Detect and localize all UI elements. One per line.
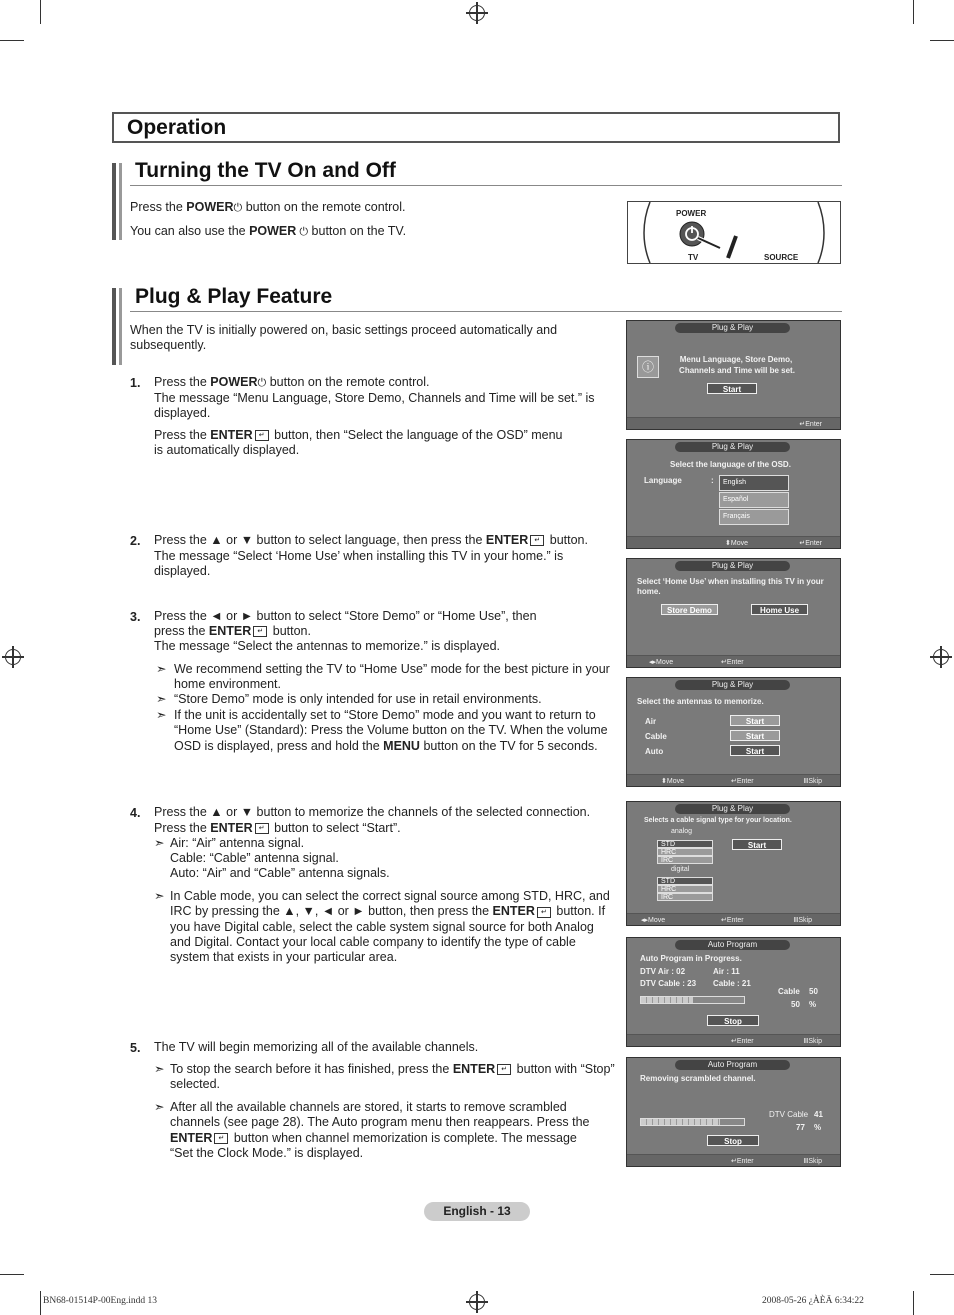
osd-title: Plug & Play [675, 323, 790, 333]
digital-label: digital [671, 866, 690, 873]
note-text: After all the available channels are stored, it starts to remove scrambled channels (see page 28). The Auto program menu then reappears. Press the ENTER ↵ button when channel memorization is complete. The message “Set the Clock Mode.” is displayed. [170, 1100, 590, 1160]
remote-illustration [627, 201, 841, 264]
osd-title: Auto Program [675, 1060, 790, 1070]
section-bar [119, 288, 122, 365]
osd-title: Auto Program [675, 940, 790, 950]
osd-screen: Auto Program Removing scrambled channel. DTV Cable 41 77 % Stop ↵Enter ⅢSkip [626, 1057, 841, 1167]
osd-message: Selects a cable signal type for your location. [644, 817, 792, 824]
skip-hint: ⅢSkip [803, 778, 822, 785]
registration-mark-icon [933, 649, 949, 665]
language-option[interactable]: Español [719, 492, 789, 508]
antenna-label: Auto [645, 747, 664, 756]
crop-mark [0, 40, 24, 41]
note-arrow-icon: ➣ [154, 889, 165, 903]
step-number: 1. [130, 376, 141, 390]
step-text: The message “Select the antennas to memorize.” is displayed. [154, 639, 501, 653]
intro-text: When the TV is initially powered on, basic settings proceed automatically and subsequently. [130, 323, 558, 353]
registration-mark-icon [469, 1294, 485, 1310]
section-title: Plug & Play Feature [135, 285, 333, 308]
osd-message: Channels and Time will be set. [679, 366, 795, 375]
enter-icon: ↵ [255, 430, 269, 441]
stop-button[interactable]: Stop [707, 1015, 759, 1026]
step-number: 4. [130, 806, 141, 820]
step-number: 3. [130, 610, 141, 624]
enter-hint: ↵Enter [721, 917, 744, 924]
enter-icon: ↵ [497, 1064, 511, 1075]
enter-hint: ↵Enter [799, 540, 822, 547]
note-text: In Cable mode, you can select the correct signal source among STD, HRC, and IRC by pressing the ▲, ▼, ◄ or ► button, then press the ENTER ↵ button. If you have Digital cable, select the cable system signal source for both Analog and Digital. Contact your local cable company to identify the type of cable system that exists in your particular area. [170, 889, 610, 965]
progress-bar [640, 996, 745, 1004]
crop-mark [913, 0, 914, 24]
antenna-label: Cable [645, 732, 667, 741]
step-text: Press the ▲ or ▼ button to memorize the channels of the selected connection. [154, 805, 591, 819]
osd-message: home. [637, 587, 661, 596]
osd-title: Plug & Play [675, 561, 790, 571]
step-text: Press the ENTER ↵ button, then “Select the language of the OSD” menu is automatically displayed. [154, 428, 563, 458]
progress-percent: 77 [796, 1123, 805, 1132]
crop-mark [930, 1274, 954, 1275]
analog-label: analog [671, 828, 693, 835]
step-text: The message “Select ‘Home Use’ when installing this TV in your home.” is displayed. [154, 549, 564, 579]
crop-mark [40, 1291, 41, 1315]
skip-hint: ⅢSkip [793, 917, 812, 924]
step-number: 2. [130, 534, 141, 548]
step-text: press the ENTER ↵ button. [154, 624, 311, 638]
text-line: Press the POWER⏻ button on the remote control. [130, 200, 406, 214]
enter-hint: ↵Enter [731, 1038, 754, 1045]
step-text: The TV will begin memorizing all of the available channels. [154, 1040, 479, 1054]
section-header: Operation [127, 116, 227, 139]
start-button[interactable]: Start [707, 383, 757, 394]
step-text: Cable: “Cable” antenna signal. [170, 851, 339, 865]
osd-message: Select the antennas to memorize. [637, 697, 764, 706]
section-bar [112, 163, 116, 240]
osd-message: Select the language of the OSD. [670, 460, 791, 469]
start-button[interactable]: Start [730, 745, 780, 756]
registration-mark-icon [5, 649, 21, 665]
note-arrow-icon: ➣ [154, 1100, 165, 1114]
skip-hint: ⅢSkip [803, 1158, 822, 1165]
step-text: Press the POWER⏻ button on the remote control. [154, 375, 430, 389]
language-option[interactable]: Français [719, 509, 789, 525]
enter-icon: ↵ [530, 535, 544, 546]
osd-screen [626, 558, 841, 668]
stop-button[interactable]: Stop [707, 1135, 759, 1146]
note-text: If the unit is accidentally set to “Store Demo” mode and you want to return to “Home Use” (Standard): Press the Volume button on the TV. When the volume OSD is displayed, press and hold the MENU button on the TV for 5 seconds. [174, 708, 608, 753]
osd-screen [626, 320, 841, 430]
note-arrow-icon: ➣ [156, 692, 167, 706]
divider [130, 185, 842, 186]
home-use-button[interactable]: Home Use [751, 604, 808, 615]
note-arrow-icon: ➣ [154, 1062, 165, 1076]
store-demo-button[interactable]: Store Demo [661, 604, 718, 615]
section-bar [112, 288, 116, 365]
language-option[interactable]: English [719, 475, 789, 491]
skip-hint: ⅢSkip [803, 1038, 822, 1045]
start-button[interactable]: Start [730, 730, 780, 741]
move-hint: ◂▸Move [641, 917, 666, 924]
start-button[interactable]: Start [730, 715, 780, 726]
osd-message: Select ‘Home Use’ when installing this TV in your [637, 577, 824, 586]
note-text: We recommend setting the TV to “Home Use” mode for the best picture in your home environment. [174, 662, 610, 692]
osd-message: Removing scrambled channel. [640, 1074, 756, 1083]
antenna-label: Air [645, 717, 657, 726]
osd-screen: Plug & Play Select the language of the OSD. Language : English Español Français ⬍Move ↵Enter [626, 439, 841, 549]
progress-bar [640, 1118, 745, 1126]
enter-hint: ↵Enter [799, 421, 822, 428]
section-title: Turning the TV On and Off [135, 159, 396, 182]
enter-icon: ↵ [255, 823, 269, 834]
crop-mark [0, 1274, 24, 1275]
enter-icon: ↵ [253, 626, 267, 637]
step-text: Auto: “Air” and “Cable” antenna signals. [170, 866, 390, 880]
move-hint: ⬍Move [725, 540, 748, 547]
osd-screen [626, 677, 841, 787]
text-line: You can also use the POWER ⏻ button on the TV. [130, 224, 407, 238]
divider [130, 311, 842, 312]
step-text: Press the ENTER ↵ button to select “Start”. [154, 821, 401, 835]
enter-hint: ↵Enter [731, 1158, 754, 1165]
crop-mark [930, 40, 954, 41]
note-arrow-icon: ➣ [156, 662, 167, 676]
osd-title: Plug & Play [675, 680, 790, 690]
osd-title: Plug & Play [675, 804, 790, 814]
osd-screen: Plug & Play Selects a cable signal type for your location. analog STD HRC IRC digital STD HRC IRC Start ◂▸Move ↵Enter ⅢSkip [626, 801, 841, 926]
note-arrow-icon: ➣ [156, 708, 167, 722]
note-text: “Store Demo” mode is only intended for use in retail environments. [174, 692, 542, 706]
date-slug: 2008-05-26 ¿ÀÈÄ 6:34:22 [762, 1296, 864, 1306]
move-hint: ◂▸Move [649, 659, 674, 666]
enter-hint: ↵Enter [731, 778, 754, 785]
move-hint: ⬍Move [661, 778, 684, 785]
crop-mark [913, 1291, 914, 1315]
enter-icon: ↵ [214, 1133, 228, 1144]
info-icon: ⓘ [637, 356, 659, 378]
remote-drawing [628, 202, 840, 263]
step-text: The message “Menu Language, Store Demo, Channels and Time will be set.” is displayed. [154, 391, 595, 421]
section-bar [119, 163, 122, 240]
progress-percent: 50 [791, 1000, 800, 1009]
enter-icon: ↵ [537, 907, 551, 918]
step-text: Press the ◄ or ► button to select “Store Demo” or “Home Use”, then [154, 609, 537, 623]
note-arrow-icon: ➣ [154, 836, 165, 850]
note-text: To stop the search before it has finished, press the ENTER ↵ button with “Stop” selected. [170, 1062, 615, 1092]
osd-title: Plug & Play [675, 442, 790, 452]
crop-mark [40, 0, 41, 24]
tv-label: TV [688, 253, 699, 262]
enter-hint: ↵Enter [721, 659, 744, 666]
page-number-badge: English - 13 [424, 1202, 530, 1221]
step-text: Press the ▲ or ▼ button to select language, then press the ENTER ↵ button. [154, 533, 588, 547]
osd-message: Menu Language, Store Demo, [679, 355, 793, 364]
source-label: SOURCE [764, 253, 799, 262]
registration-mark-icon [469, 5, 485, 21]
osd-screen: Auto Program Auto Program in Progress. DTV Air : 02 Air : 11 DTV Cable : 23 Cable : 21 Cable 50 50 % Stop ↵Enter ⅢSkip [626, 937, 841, 1047]
osd-message: Auto Program in Progress. [640, 954, 742, 963]
file-slug: BN68-01514P-00Eng.indd 13 [43, 1296, 157, 1306]
start-button[interactable]: Start [732, 839, 782, 850]
step-number: 5. [130, 1041, 141, 1055]
power-label: POWER [676, 209, 707, 218]
language-label: Language [644, 476, 682, 485]
step-text: Air: “Air” antenna signal. [170, 836, 305, 850]
